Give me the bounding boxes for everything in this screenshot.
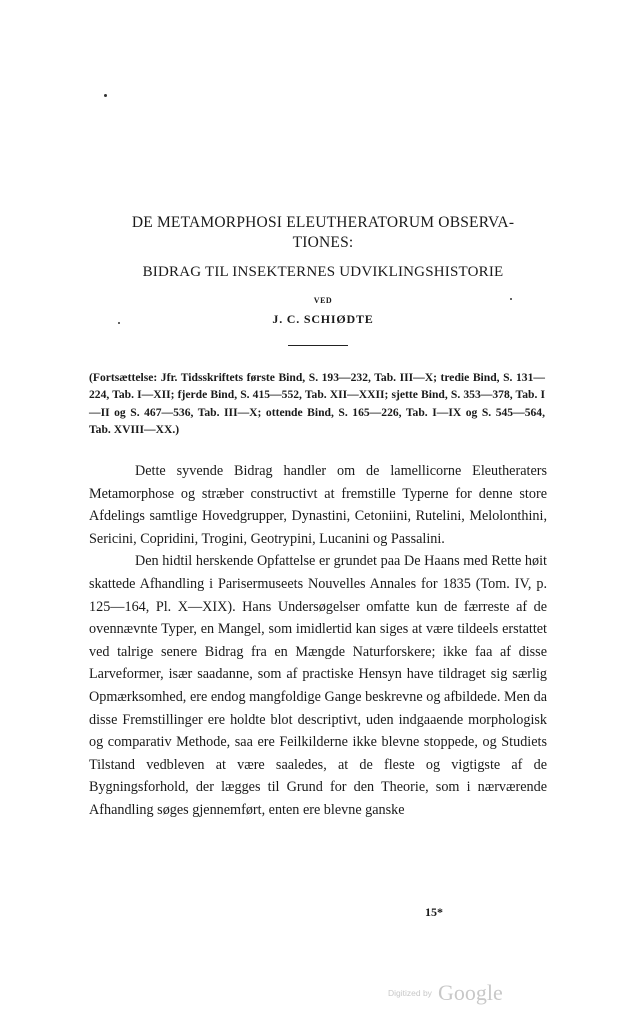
- watermark-prefix: Digitized by: [388, 988, 432, 998]
- author-name: J. C. SCHIØDTE: [272, 312, 374, 326]
- title-line-2: TIONES:: [292, 234, 354, 251]
- byline-ved: VED: [313, 296, 333, 305]
- continuation-note: [89, 369, 545, 439]
- scan-speck: [104, 94, 107, 97]
- body-text: [89, 460, 547, 822]
- paragraph: Den hidtil herskende Opfattelse er grundet paa De Haans med Rette høit skattede Afhandling i Parisermuseets Nouvelles Annales for 1835 (Tom. IV, p. 125—164, Pl. X—XIX). Hans Undersøgelser omfatte kun de færreste af de ovennævnte Typer, en Mangel, som imidlertid kan siges at være tildeels erstattet ved talrige senere Bidrag fra en Mængde Naturforskere; ikke faa af disse Larveformer, især saadanne, som af practiske Hensyn have tildraget sig særlig Opmærksomhed, ere endog mangfoldige Gange beskrevne og afbildede. Men da disse Fremstillinger ere holdte blot descriptivt, uden indgaaende morphologisk og comparativ Methode, saa ere Feilkilderne ikke blevne stoppede, og Studiets Tilstand vedbleven at være saaledes, at de fleste og vigtigste af de Bygningsforhold, der lægges til Grund for den Theorie, som i nærværende Afhandling søges gjennemført, enten ere blevne ganske: [89, 553, 547, 818]
- watermark-logo-text: Google: [437, 980, 503, 1005]
- subtitle: BIDRAG TIL INSEKTERNES UDVIKLINGSHISTORIE: [142, 264, 504, 280]
- paragraph: Dette syvende Bidrag handler om de lamellicorne Eleutheraters Metamorphose og stræber constructivt at fremstille Typerne for denne store Afdelings samtlige Hovedgrupper, Dynastini, Cetoniini, Rutelini, Melolonthini, Sericini, Copridini, Trogini, Geotrypini, Lucanini og Passalini.: [89, 463, 547, 547]
- title-divider: [288, 345, 348, 346]
- continuation-note-text: (Fortsættelse: Jfr. Tidsskriftets første Bind, S. 193—232, Tab. III—X; tredie Bind, S. 131—224, Tab. I—XII; fjerde Bind, S. 415—552, Tab. XII—XXII; sjette Bind, S. 353—378, Tab. I—II og S. 467—536, Tab. III—X; ottende Bind, S. 165—226, Tab. I—IX og S. 545—564, Tab. XVIII—XX.): [89, 371, 545, 437]
- title-line-1: DE METAMORPHOSI ELEUTHERATORUM OBSERVA-: [131, 214, 515, 231]
- signature-mark: 15*: [425, 905, 443, 919]
- digitized-watermark: [388, 980, 503, 1006]
